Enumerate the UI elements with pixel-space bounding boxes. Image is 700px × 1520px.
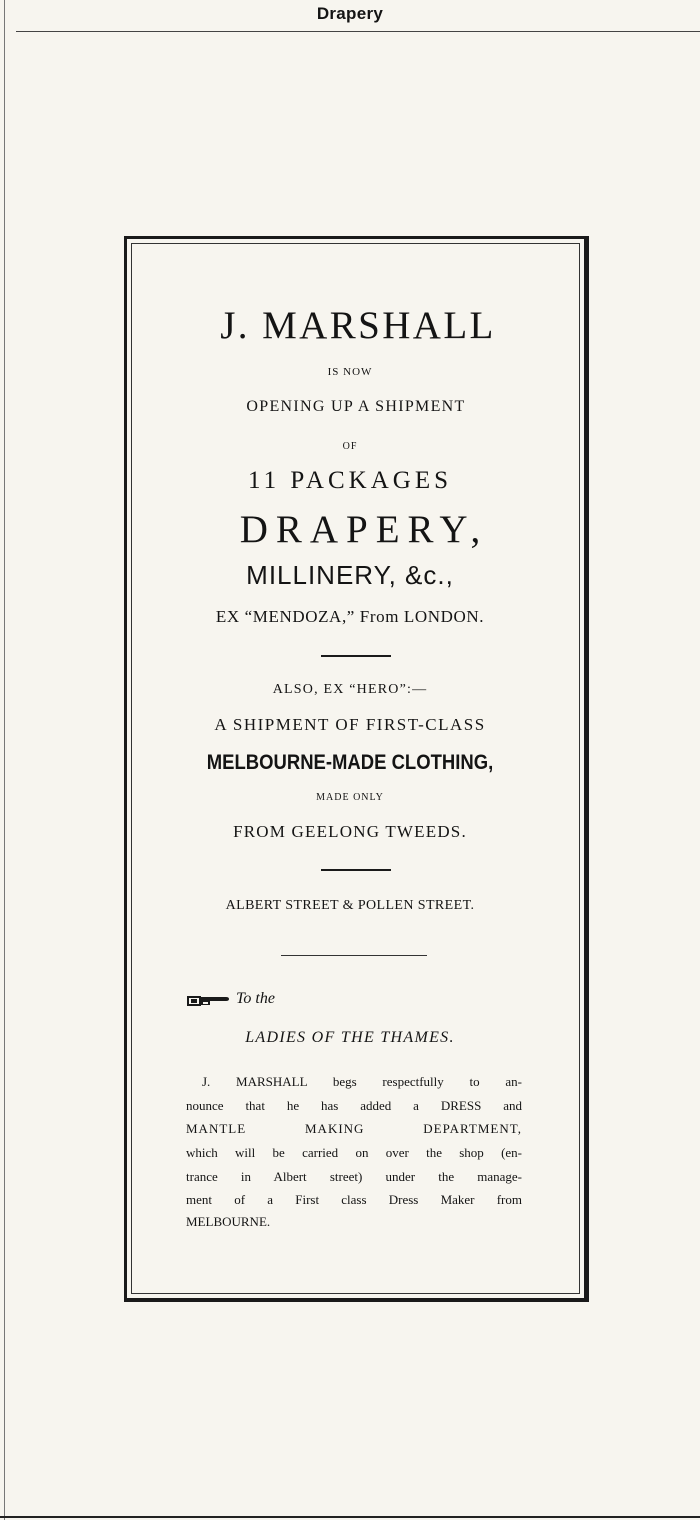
notice-line-4: which will be carried on over the shop (en- [186, 1145, 522, 1160]
notice-line-5: trance in Albert street) under the manage- [186, 1169, 522, 1184]
notice-line-2: nounce that he has added a DRESS and [186, 1098, 522, 1113]
to-the-text: To the [236, 990, 275, 1007]
opening-text: OPENING UP A SHIPMENT [246, 398, 466, 415]
melbourne-clothing-heading: MELBOURNE-MADE CLOTHING, [206, 751, 494, 774]
of-text: OF [342, 441, 358, 452]
notice-line-3: MANTLE MAKING DEPARTMENT, [186, 1121, 522, 1136]
also-ex-hero-text: ALSO, EX “HERO”:— [272, 682, 428, 697]
packages-text: 11 PACKAGES [248, 467, 452, 494]
merchant-name: J. MARSHALL [220, 304, 496, 347]
first-class-shipment-text: A SHIPMENT OF FIRST-CLASS [214, 715, 486, 734]
is-now-text: IS NOW [327, 366, 373, 378]
divider-rule-3 [281, 955, 427, 956]
pointing-hand-icon [186, 994, 230, 1008]
millinery-heading: MILLINERY, &c., [246, 560, 454, 590]
page-title: Drapery [316, 4, 384, 23]
drapery-heading: DRAPERY, [239, 508, 489, 551]
notice-line-7: MELBOURNE. [186, 1214, 271, 1229]
address-text: ALBERT STREET & POLLEN STREET. [225, 898, 475, 913]
made-only-text: MADE ONLY [316, 792, 384, 803]
header-rule [16, 31, 700, 32]
notice-line-1: J. MARSHALL begs respectfully to an- [202, 1074, 522, 1089]
ex-mendoza-text: EX “MENDOZA,” From LONDON. [215, 607, 485, 626]
ladies-heading: LADIES OF THE THAMES. [245, 1029, 455, 1046]
left-margin-rule [4, 0, 5, 1520]
notice-line-6: ment of a First class Dress Maker from [186, 1192, 522, 1207]
geelong-tweeds-text: FROM GEELONG TWEEDS. [233, 822, 467, 841]
bottom-rule [0, 1516, 700, 1518]
divider-rule-1 [321, 655, 391, 657]
divider-rule-2 [321, 869, 391, 871]
